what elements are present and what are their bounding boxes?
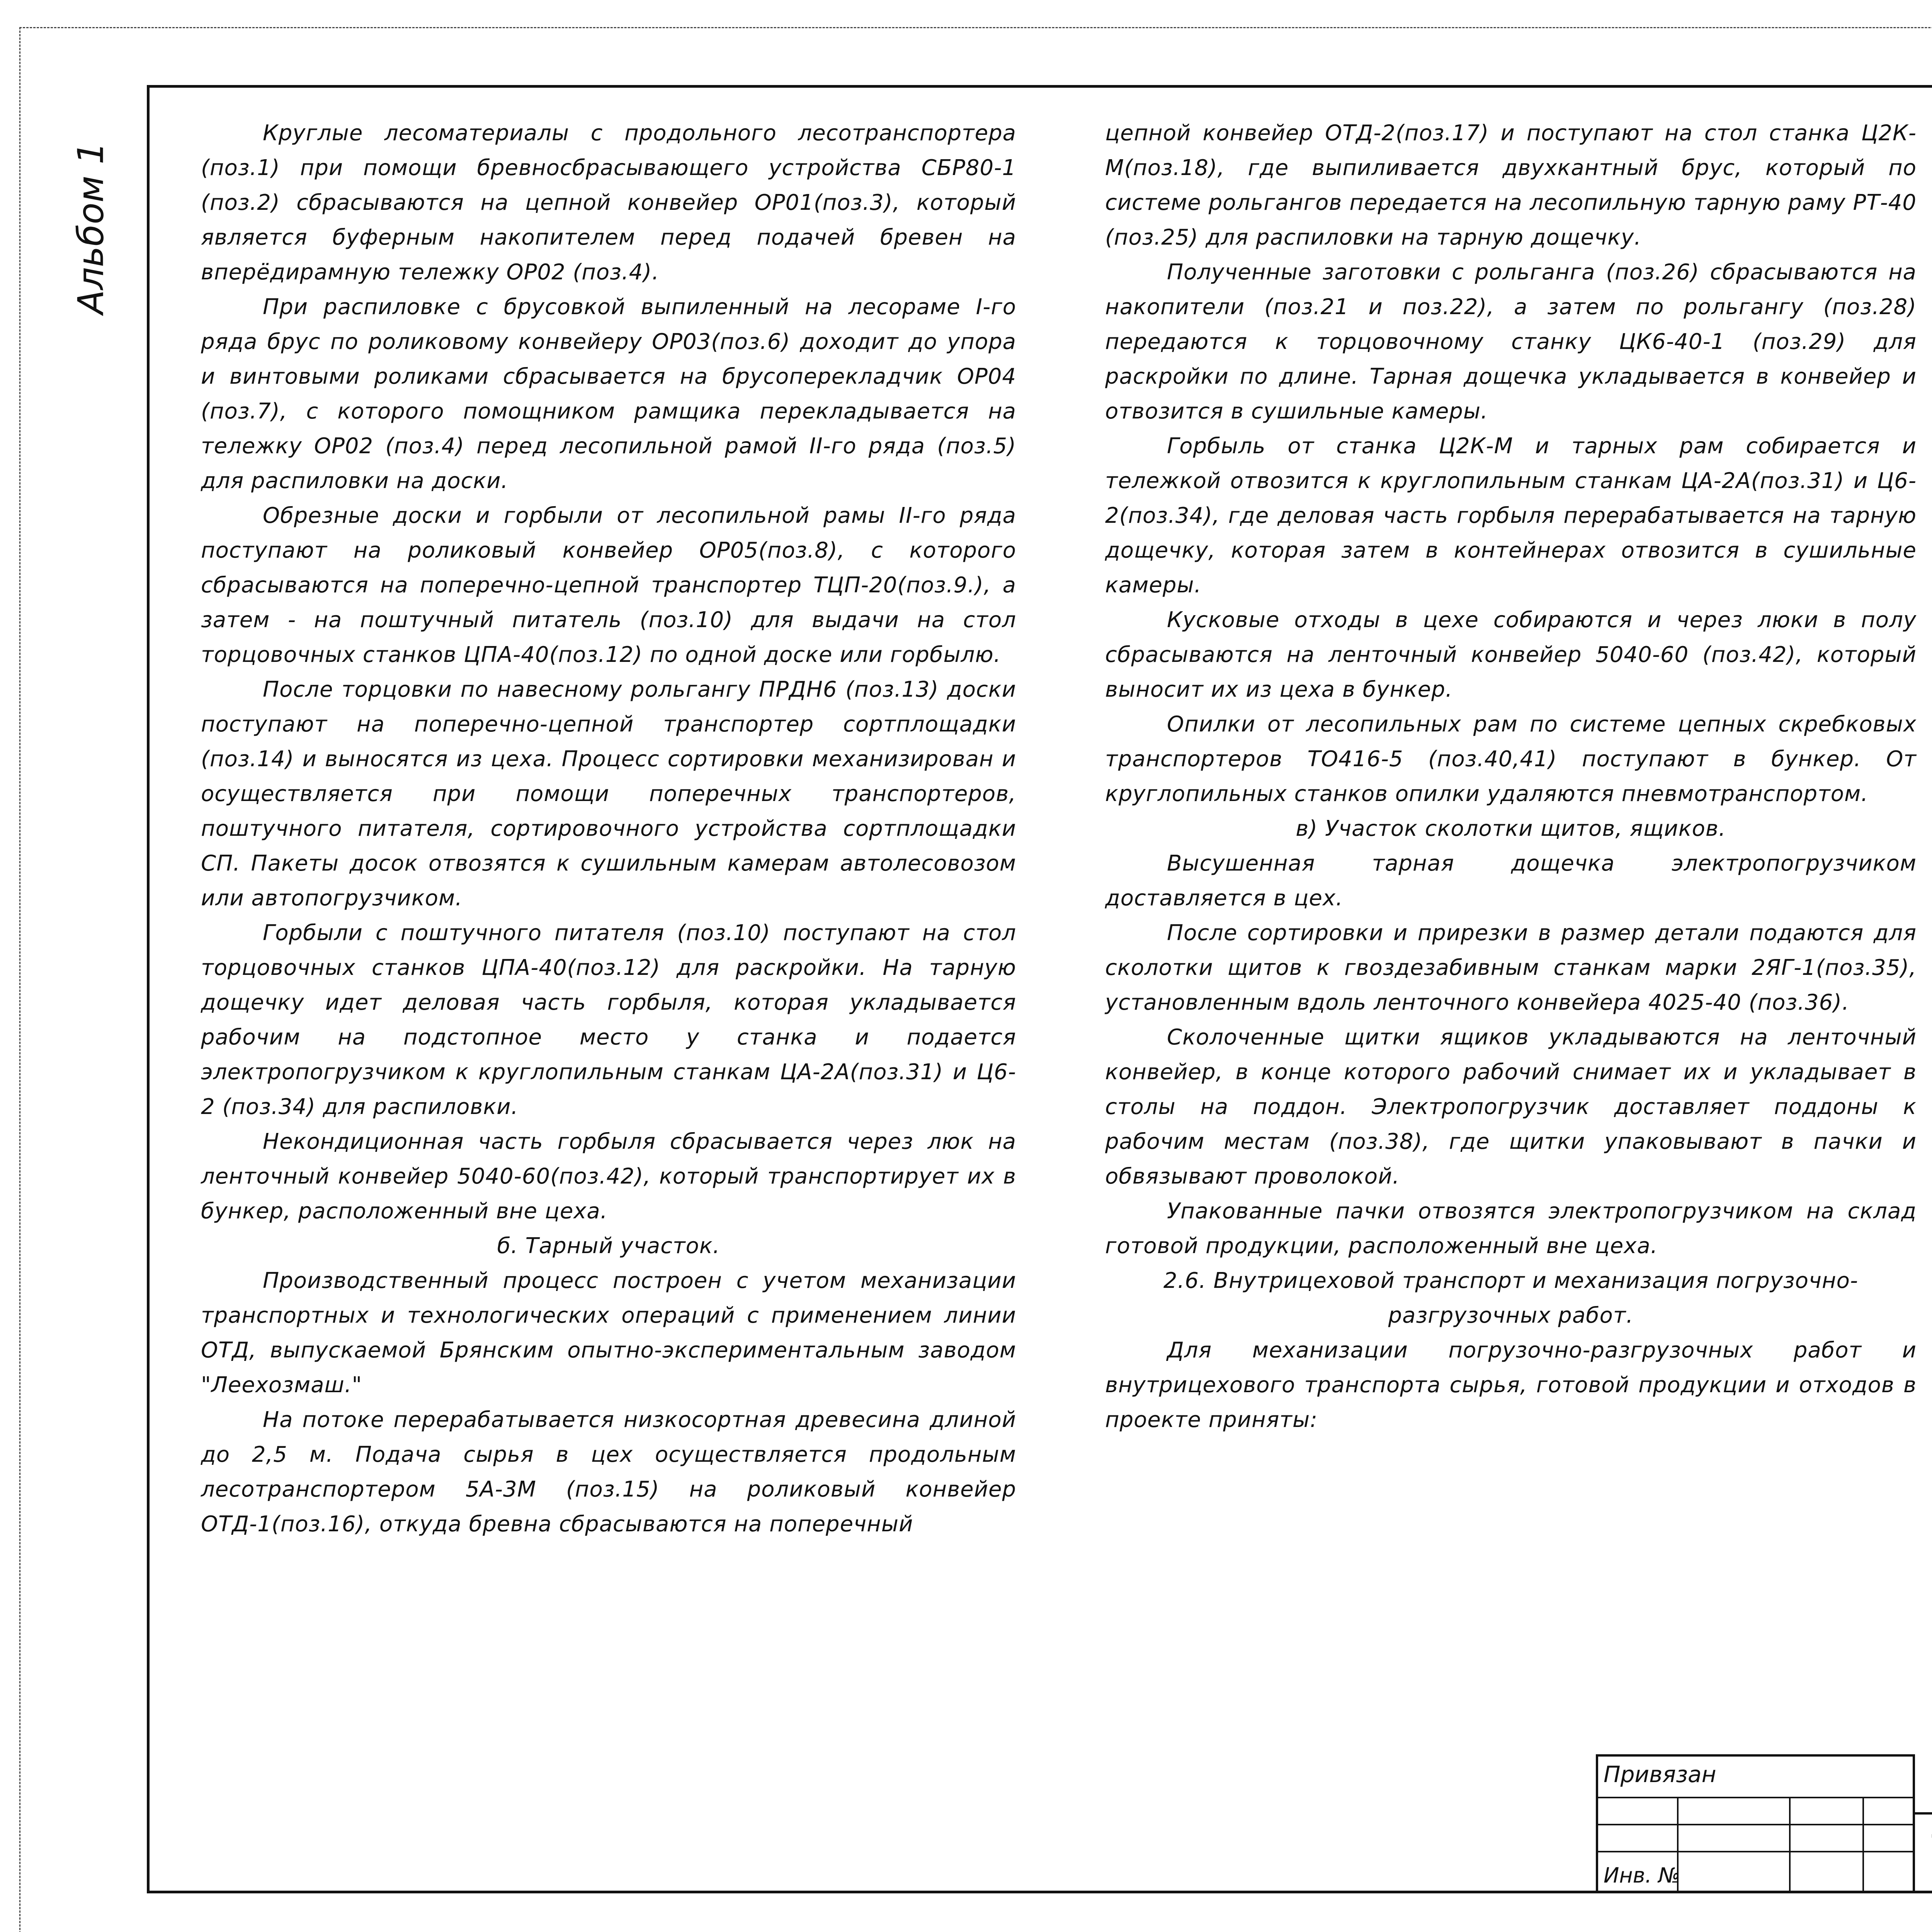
title-block [1596,1754,1932,1893]
paragraph: цепной конвейер ОТД-2(поз.17) и поступают на стол станка Ц2К-М(поз.18), где выпиливается двухкантный брус, который по системе рольгангов передается на лесопильную тарную раму РТ-40 (поз.25) для распиловки на тарную дощечку. [1105,121,1917,250]
side-label [68,128,114,328]
album-label: Альбом 1 [70,141,112,315]
paragraph: После сортировки и прирезки в размер детали подаются для сколотки щитов к гвоздезабивным станкам марки 2ЯГ-1(поз.35), установленным вдоль ленточного конвейера 4025-40 (поз.36). [1105,920,1917,1015]
paragraph: При распиловке с брусовкой выпиленный на лесораме I-го ряда брус по роликовому конвейеру ОР03(поз.6) доходит до упора и винтовыми роликами сбрасывается на брусоперекладчик ОР04 (поз.7), с которого помощником рамщика перекладывается на тележку ОР02 (поз.4) перед лесопильной рамой II-го ряда (поз.5) для распиловки на доски. [201,294,1016,493]
paragraph: Полученные заготовки с рольганга (поз.26) сбрасываются на накопители (поз.21 и поз.22), а затем по рольгангу (поз.28) передаются к торцовочному станку ЦК6-40-1 (поз.29) для раскройки по длине. Тарная дощечка укладывается в конвейер и отвозится в сушильные камеры. [1105,260,1917,424]
paragraph: Высушенная тарная дощечка электропогрузчиком доставляется в цех. [1105,851,1917,911]
paragraph: Сколоченные щитки ящиков укладываются на ленточный конвейер, в конце которого рабочий снимает их и укладывает в столы на поддон. Электропогрузчик доставляет поддоны к рабочим местам (поз.38), где щитки упаковывают в пачки и обвязывают проволокой. [1105,1025,1917,1189]
paragraph: После торцовки по навесному рольгангу ПРДН6 (поз.13) доски поступают на поперечно-цепной транспортер сортплощадки (поз.14) и выносятся из цеха. Процесс сортировки механизирован и осуществляется при помощи поперечных транспортеров, поштучного питателя, сортировочного устройства сортплощадки СП. Пакеты досок отвозятся к сушильным камерам автолесовозом или автопогрузчиком. [201,677,1016,911]
stamp-row-line [1596,1824,1913,1825]
paragraph: На потоке перерабатывается низкосортная древесина длиной до 2,5 м. Подача сырья в цех осуществляется продольным лесотранспортером 5А-3М (поз.15) на роликовый конвейер ОТД-1(поз.16), откуда бревна сбрасываются на поперечный [201,1407,1016,1537]
stamp-col-line [1862,1797,1864,1893]
inventory-number-label: Инв. № [1604,1863,1680,1888]
stamp-row-line [1596,1851,1913,1852]
stamp-col-line [1789,1797,1791,1893]
stamp-top-line [1913,1812,1932,1815]
paragraph: Круглые лесоматериалы с продольного лесотранспортера (поз.1) при помощи бревносбрасывающего устройства СБР80-1 (поз.2) сбрасываются на цепной конвейер ОР01(поз.3), который является буферным накопителем перед подачей бревен на вперёдирамную тележку ОР02 (поз.4). [201,121,1016,285]
paragraph: Обрезные доски и горбыли от лесопильной рамы II-го ряда поступают на роликовый конвейер ОР05(поз.8), с которого сбрасываются на поперечно-цепной транспортер ТЦП-20(поз.9.), а затем - на поштучный питатель (поз.10) для выдачи на стол торцовочных станков ЦПА-40(поз.12) по одной доске или горбылю. [201,503,1016,667]
paragraph: Для механизации погрузочно-разгрузочных работ и внутрицехового транспорта сырья, готовой продукции и отходов в проекте приняты: [1105,1338,1917,1432]
paragraph: Горбыли с поштучного питателя (поз.10) поступают на стол торцовочных станков ЦПА-40(поз.12) для раскройки. На тарную дощечку идет деловая часть горбыля, которая укладывается рабочим на подстопное место у станка и подается электропогрузчиком к круглопильным станкам ЦА-2А(поз.31) и Ц6-2 (поз.34) для распиловки. [201,920,1016,1119]
paragraph: Некондиционная часть горбыля сбрасывается через люк на ленточный конвейер 5040-60(поз.42), который транспортирует их в бункер, расположенный вне цеха. [201,1129,1016,1224]
paragraph: Горбыль от станка Ц2К-М и тарных рам собирается и тележкой отвозится к круглопильным станкам ЦА-2А(поз.31) и Ц6-2(поз.34), где деловая часть горбыля перерабатывается на тарную дощечку, которая затем в контейнерах отвозится в сушильные камеры. [1105,434,1917,598]
section-heading: 2.6. Внутрицеховой транспорт и механизация погрузочно-разгрузочных работ. [1163,1268,1859,1328]
paragraph: Кусковые отходы в цехе собираются и через люки в полу сбрасываются на ленточный конвейер 5040-60 (поз.42), который выносит их из цеха в бункер. [1105,607,1917,702]
text-column-1 [201,116,1016,1542]
paragraph: Производственный процесс построен с учетом механизации транспортных и технологических операций с применением линии ОТД, выпускаемой Брянским опытно-экспериментальным заводом "Леехозмаш." [201,1268,1016,1398]
section-heading: б. Тарный участок. [497,1233,720,1259]
paragraph: Опилки от лесопильных рам по системе цепных скребковых транспортеров ТО416-5 (поз.40,41) поступают в бункер. От круглопильных станков опилки удаляются пневмотранспортом. [1105,712,1917,806]
paragraph: Упакованные пачки отвозятся электропогрузчиком на склад готовой продукции, расположенный вне цеха. [1105,1199,1917,1259]
section-heading: в) Участок сколотки щитов, ящиков. [1296,816,1726,841]
privyazan-label: Привязан [1604,1761,1716,1787]
text-column-2 [1105,116,1917,1437]
stamp-row-line [1596,1797,1913,1798]
stamp-divider [1913,1754,1915,1893]
